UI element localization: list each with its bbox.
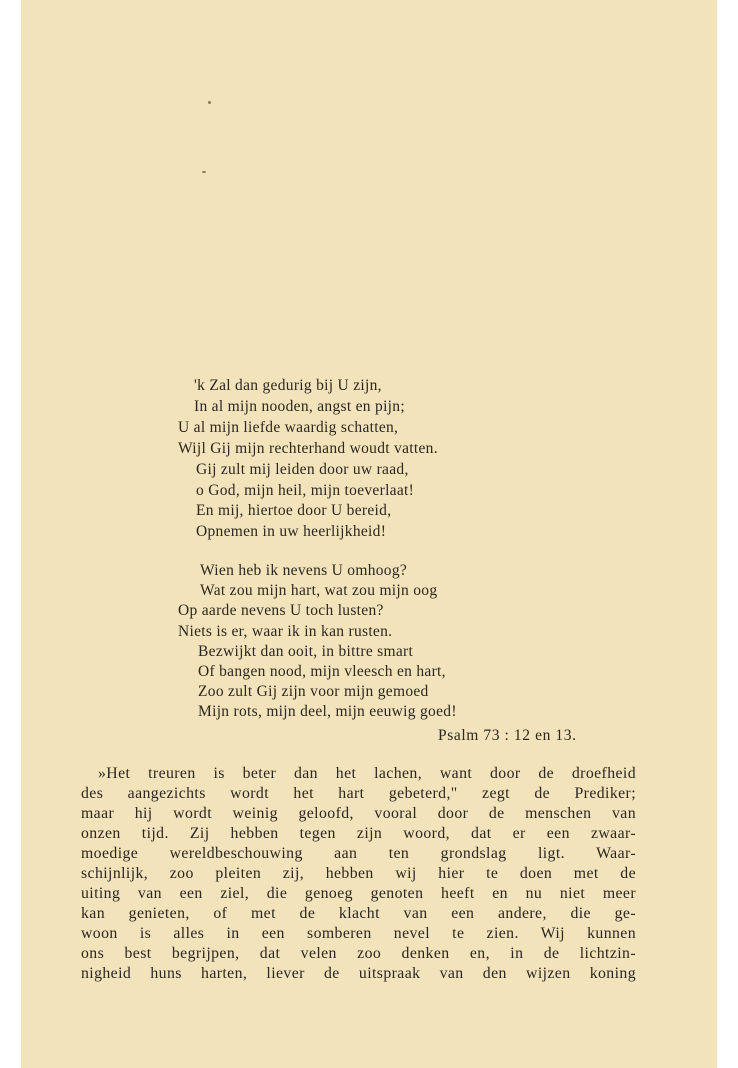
- poem-line: Op aarde nevens U toch lusten?: [178, 602, 384, 619]
- book-page: [21, 0, 717, 1068]
- prose-line: ons best begrijpen, dat velen zoo denken en, in de lichtzin-: [81, 945, 636, 962]
- poem-line: Wijl Gij mijn rechterhand woudt vatten.: [178, 440, 438, 457]
- poem-line: o God, mijn heil, mijn toeverlaat!: [196, 482, 415, 499]
- prose-line: des aangezichts wordt het hart gebeterd," zegt de Prediker;: [81, 785, 636, 802]
- prose-line: onzen tijd. Zij hebben tegen zijn woord, dat er een zwaar-: [81, 825, 636, 842]
- prose-line: moedige wereldbeschouwing aan ten grondslag ligt. Waar-: [81, 845, 636, 862]
- prose-line: kan genieten, of met de klacht van een andere, die ge-: [81, 905, 636, 922]
- poem-line: Of bangen nood, mijn vleesch en hart,: [198, 663, 446, 680]
- poem-line: En mij, hiertoe door U bereid,: [196, 502, 392, 519]
- poem-line: U al mijn liefde waardig schatten,: [178, 419, 399, 436]
- poem-line: Wien heb ik nevens U omhoog?: [200, 562, 408, 579]
- poem-line: Bezwijkt dan ooit, in bittre smart: [198, 643, 414, 660]
- poem-line: Niets is er, waar ik in kan rusten.: [178, 623, 393, 640]
- psalm-poem: [21, 0, 717, 760]
- prose-paragraph: [21, 764, 717, 1024]
- poem-line: In al mijn nooden, angst en pijn;: [194, 398, 405, 415]
- psalm-reference: Psalm 73 : 12 en 13.: [438, 727, 577, 744]
- prose-line: »Het treuren is beter dan het lachen, want door de droefheid: [98, 765, 636, 782]
- poem-line: Wat zou mijn hart, wat zou mijn oog: [200, 582, 438, 599]
- poem-line: 'k Zal dan gedurig bij U zijn,: [194, 377, 382, 394]
- prose-line: maar hij wordt weinig geloofd, vooral door de menschen van: [81, 805, 636, 822]
- prose-line: uiting van een ziel, die genoeg genoten heeft en nu niet meer: [81, 885, 636, 902]
- prose-line: woon is alles in een somberen nevel te zien. Wij kunnen: [81, 925, 636, 942]
- poem-line: Gij zult mij leiden door uw raad,: [196, 461, 409, 478]
- poem-line: Zoo zult Gij zijn voor mijn gemoed: [198, 683, 429, 700]
- poem-line: Mijn rots, mijn deel, mijn eeuwig goed!: [198, 703, 457, 720]
- prose-line: nigheid huns harten, liever de uitspraak van den wijzen koning: [81, 965, 636, 982]
- prose-line: schijnlijk, zoo pleiten zij, hebben wij hier te doen met de: [81, 865, 636, 882]
- poem-line: Opnemen in uw heerlijkheid!: [196, 523, 387, 540]
